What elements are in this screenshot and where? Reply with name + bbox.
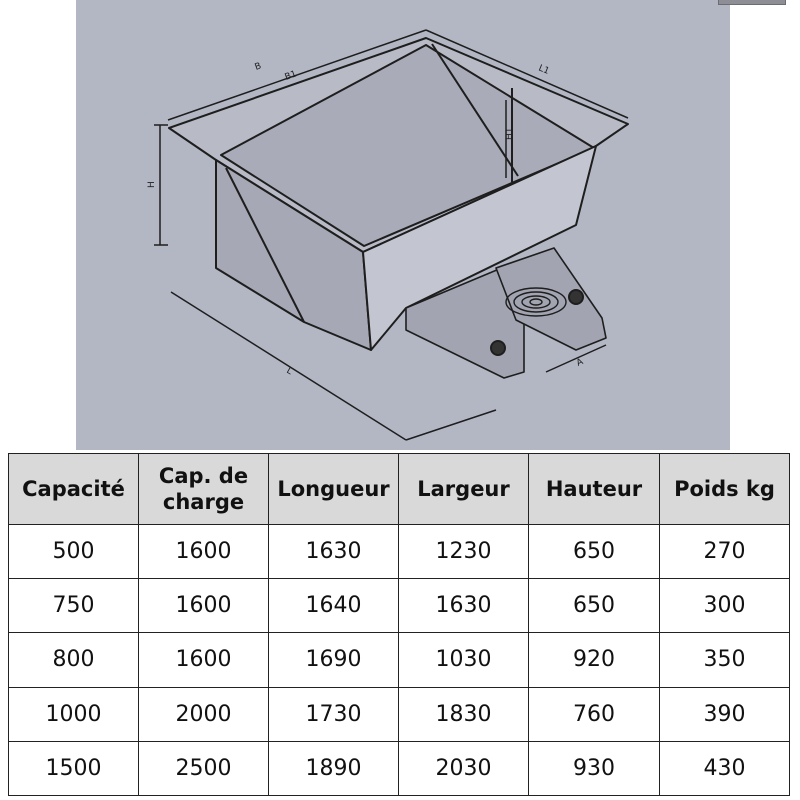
cell-capacite: 1000 bbox=[9, 687, 139, 741]
roller-left bbox=[491, 341, 505, 355]
cell-cap-de-charge: 2500 bbox=[139, 741, 269, 795]
cell-hauteur: 760 bbox=[529, 687, 660, 741]
svg-text:B: B bbox=[253, 61, 263, 73]
specifications-table bbox=[8, 453, 790, 796]
cell-largeur: 2030 bbox=[399, 741, 529, 795]
cell-longueur: 1690 bbox=[269, 633, 399, 687]
table-row bbox=[9, 525, 790, 579]
header-poids-kg: Poids kg bbox=[660, 454, 790, 525]
cell-poids: 270 bbox=[660, 525, 790, 579]
svg-text:B1: B1 bbox=[283, 69, 299, 83]
cell-poids: 390 bbox=[660, 687, 790, 741]
header-hauteur: Hauteur bbox=[529, 454, 660, 525]
cell-hauteur: 650 bbox=[529, 525, 660, 579]
cell-capacite: 1500 bbox=[9, 741, 139, 795]
cell-longueur: 1630 bbox=[269, 525, 399, 579]
cell-capacite: 500 bbox=[9, 525, 139, 579]
cell-cap-de-charge: 2000 bbox=[139, 687, 269, 741]
table-row bbox=[9, 633, 790, 687]
header-longueur: Longueur bbox=[269, 454, 399, 525]
technical-drawing bbox=[76, 0, 730, 450]
cell-longueur: 1640 bbox=[269, 579, 399, 633]
roller-right bbox=[569, 290, 583, 304]
cell-cap-de-charge: 1600 bbox=[139, 525, 269, 579]
table-row bbox=[9, 687, 790, 741]
table-row bbox=[9, 741, 790, 795]
header-capacite: Capacité bbox=[9, 454, 139, 525]
table-row bbox=[9, 579, 790, 633]
table-header-row bbox=[9, 454, 790, 525]
cell-capacite: 750 bbox=[9, 579, 139, 633]
header-cap-de-charge: Cap. de charge bbox=[139, 454, 269, 525]
cell-capacite: 800 bbox=[9, 633, 139, 687]
cell-cap-de-charge: 1600 bbox=[139, 633, 269, 687]
cell-cap-de-charge: 1600 bbox=[139, 579, 269, 633]
cell-hauteur: 650 bbox=[529, 579, 660, 633]
cell-longueur: 1730 bbox=[269, 687, 399, 741]
cell-largeur: 1030 bbox=[399, 633, 529, 687]
cell-largeur: 1830 bbox=[399, 687, 529, 741]
cell-poids: 350 bbox=[660, 633, 790, 687]
svg-text:L: L bbox=[284, 365, 294, 378]
svg-text:L1: L1 bbox=[536, 63, 551, 77]
cell-hauteur: 930 bbox=[529, 741, 660, 795]
cell-longueur: 1890 bbox=[269, 741, 399, 795]
cell-poids: 300 bbox=[660, 579, 790, 633]
svg-text:A: A bbox=[575, 357, 585, 369]
cell-largeur: 1230 bbox=[399, 525, 529, 579]
svg-text:H1: H1 bbox=[505, 127, 515, 140]
svg-text:H: H bbox=[147, 181, 157, 188]
cell-hauteur: 920 bbox=[529, 633, 660, 687]
cell-poids: 430 bbox=[660, 741, 790, 795]
header-largeur: Largeur bbox=[399, 454, 529, 525]
cell-largeur: 1630 bbox=[399, 579, 529, 633]
skip-hopper-icon bbox=[76, 0, 730, 450]
